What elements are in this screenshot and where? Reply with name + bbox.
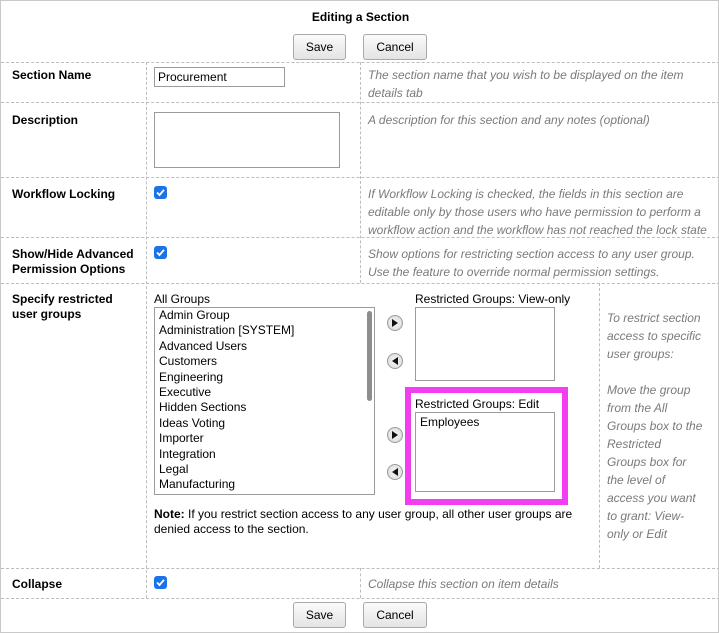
column-divider [146, 62, 147, 598]
workflow-locking-label: Workflow Locking [12, 187, 116, 201]
scrollbar-thumb[interactable] [367, 311, 372, 401]
restricted-help-line: Groups box to the [607, 419, 703, 433]
view-only-label: Restricted Groups: View-only [415, 292, 571, 306]
restricted-help-line: from the All [607, 401, 668, 415]
arrow-right-icon [391, 431, 399, 439]
collapse-help: Collapse this section on item details [368, 577, 559, 591]
move-to-view-only-button[interactable] [387, 315, 403, 331]
restricted-help-line: the level of [607, 473, 666, 487]
checkmark-icon [154, 576, 167, 589]
restricted-help-line: only or Edit [607, 527, 668, 541]
all-groups-item[interactable]: Hidden Sections [159, 400, 247, 415]
description-label: Description [12, 113, 79, 127]
all-groups-item[interactable]: Engineering [159, 369, 224, 384]
cancel-button-top[interactable]: Cancel [363, 34, 427, 60]
all-groups-item[interactable]: Administration [SYSTEM] [159, 323, 295, 338]
restricted-groups-label [12, 292, 113, 322]
column-divider [599, 283, 600, 568]
view-only-listbox[interactable] [415, 307, 555, 381]
restricted-help-line [607, 363, 711, 381]
restricted-help-line: user groups: [607, 347, 674, 361]
cancel-button-bottom[interactable]: Cancel [363, 602, 427, 628]
show-hide-advanced-checkbox[interactable] [154, 246, 167, 259]
row-divider [1, 283, 719, 284]
all-groups-list [155, 308, 374, 493]
arrow-left-icon [391, 357, 399, 365]
all-groups-listbox[interactable] [154, 307, 375, 495]
workflow-locking-checkbox[interactable] [154, 186, 167, 199]
restriction-note [154, 507, 584, 537]
workflow-locking-help: If Workflow Locking is checked, the fields in this section are editable only by those users who have permission to perform a workflow action and the workflow has not reached the lock state [368, 187, 707, 237]
collapse-checkbox[interactable] [154, 576, 167, 589]
description-help: A description for this section and any notes (optional) [368, 113, 650, 127]
restricted-help-line: access you want [607, 491, 696, 505]
save-button-top[interactable]: Save [293, 34, 346, 60]
show-hide-advanced-help: Show options for restricting section access to any user group. Use the feature to override normal permission settings. [368, 247, 695, 279]
restricted-help-line: Restricted [607, 437, 662, 451]
section-name-help: The section name that you wish to be displayed on the item details tab [368, 68, 684, 100]
arrow-left-icon [391, 468, 399, 476]
arrow-right-icon [391, 319, 399, 327]
all-groups-item[interactable]: Customers [159, 354, 218, 369]
checkmark-icon [154, 246, 167, 259]
all-groups-item[interactable]: Importer [159, 431, 204, 446]
section-name-input[interactable] [154, 67, 285, 87]
description-textarea[interactable] [154, 112, 340, 168]
edit-groups-listbox[interactable] [415, 412, 555, 492]
show-hide-label-line1: Show/Hide Advanced [12, 247, 134, 261]
all-groups-item[interactable]: Ideas Voting [159, 415, 226, 430]
all-groups-item[interactable]: Executive [159, 384, 212, 399]
note-text: If you restrict section access to any user group, all other user groups are denied access to the section. [154, 507, 573, 536]
show-hide-label-line2: Permission Options [12, 262, 126, 276]
column-divider [360, 568, 361, 598]
note-bold: Note: [154, 507, 185, 521]
restricted-label-line1: Specify restricted [12, 292, 113, 306]
dialog-title: Editing a Section [311, 10, 410, 24]
all-groups-item[interactable]: Legal [159, 461, 189, 476]
restricted-groups-help [607, 309, 711, 543]
column-divider [360, 62, 361, 283]
checkmark-icon [154, 186, 167, 199]
all-groups-item[interactable]: Manufacturing [159, 477, 236, 492]
collapse-label: Collapse [12, 577, 63, 591]
remove-from-edit-button[interactable] [387, 464, 403, 480]
edit-groups-label: Restricted Groups: Edit [415, 397, 540, 411]
listbox-scrollbar[interactable] [365, 308, 374, 494]
remove-from-view-only-button[interactable] [387, 353, 403, 369]
move-to-edit-button[interactable] [387, 427, 403, 443]
restricted-label-line2: user groups [12, 307, 82, 321]
restricted-help-line: access to specific [607, 329, 702, 343]
all-groups-item[interactable]: Admin Group [159, 308, 230, 322]
row-divider [1, 598, 719, 599]
edit-group-item[interactable]: Employees [420, 415, 480, 429]
restricted-help-line: Move the group [607, 383, 691, 397]
restricted-help-line: To restrict section [607, 311, 701, 325]
all-groups-label: All Groups [154, 292, 211, 306]
show-hide-advanced-label [12, 247, 134, 277]
save-button-bottom[interactable]: Save [293, 602, 346, 628]
section-name-label: Section Name [12, 68, 92, 82]
all-groups-item[interactable]: Advanced Users [159, 338, 248, 353]
all-groups-item[interactable]: Integration [159, 446, 216, 461]
restricted-help-line: Groups box for [607, 455, 687, 469]
restricted-help-line: to grant: View- [607, 509, 685, 523]
